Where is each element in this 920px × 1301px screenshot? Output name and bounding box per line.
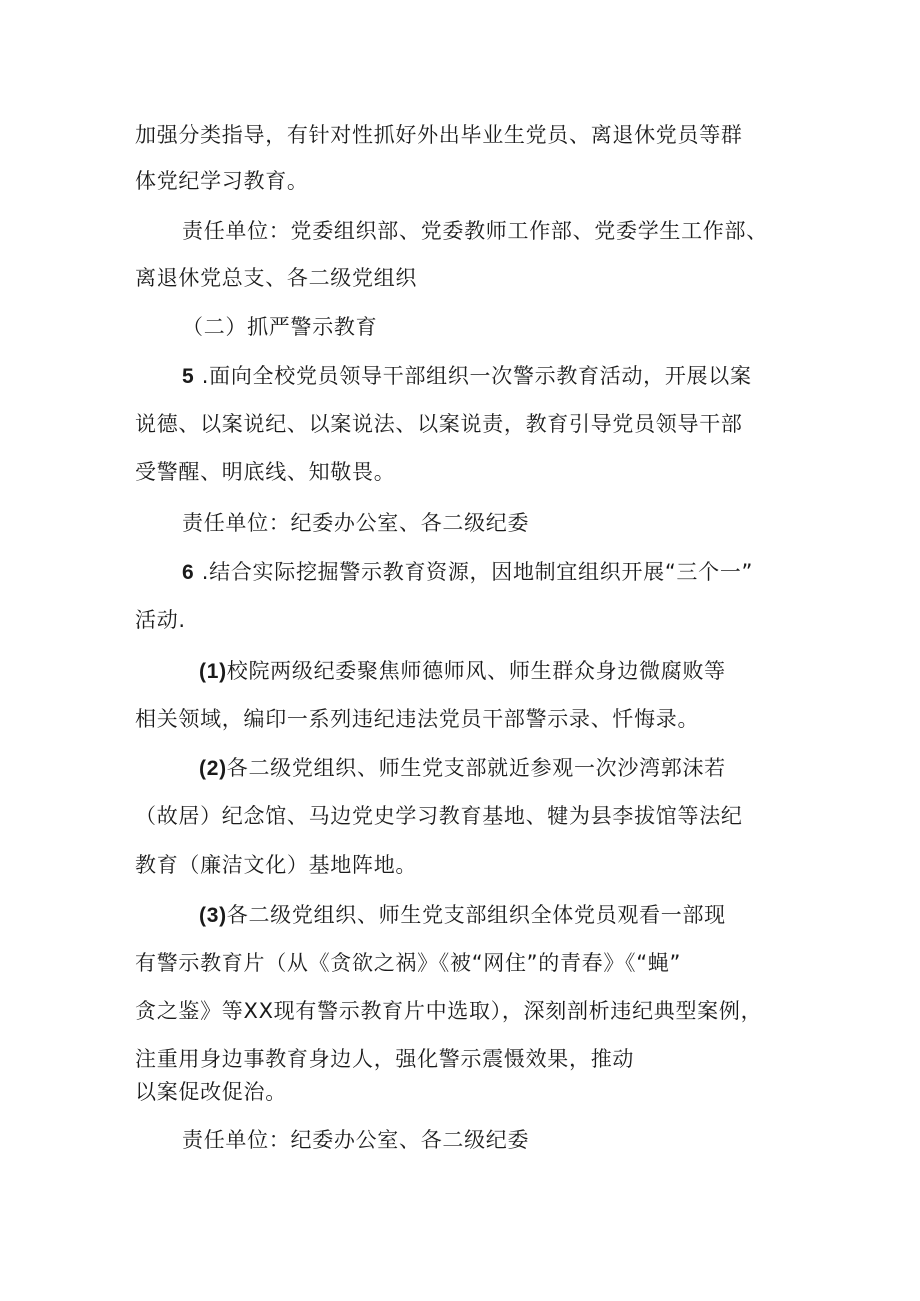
body-text-line: 活动. xyxy=(135,608,186,632)
responsibility-line: 责任单位：党委组织部、党委教师工作部、党委学生工作部、 xyxy=(182,219,768,243)
sub-item-number: (2) xyxy=(199,757,227,780)
body-text-line: 相关领域，编印一系列违纪违法党员干部警示录、忏悔录。 xyxy=(135,707,700,731)
body-text-line: 贪之鉴》等XX现有警示教育片中选取），深刻剖析违纪典型案例， xyxy=(135,999,763,1023)
sub-item-2 xyxy=(199,754,726,783)
item-number: 5 xyxy=(182,365,195,388)
body-text-line: 有警示教育片（从《贪欲之祸》《被“网住”的青春》《“蝇” xyxy=(135,951,682,975)
body-text-line: 教育（廉洁文化）基地阵地。 xyxy=(135,853,418,877)
responsibility-line: 责任单位：纪委办公室、各二级纪委 xyxy=(182,511,530,535)
section-heading: （二）抓严警示教育 xyxy=(182,315,378,339)
body-text-line: 各二级党组织、师生党支部组织全体党员观看一部现 xyxy=(226,903,726,927)
body-text-line: .结合实际挖掘警示教育资源，因地制宜组织开展“三个一” xyxy=(194,560,754,584)
body-text-line: 说德、以案说纪、以案说法、以案说责，教育引导党员领导干部 xyxy=(135,412,743,436)
body-text-line: 各二级党组织、师生党支部就近参观一次沙湾郭沫若 xyxy=(226,756,726,780)
body-text-line: 以案促改促治。 xyxy=(135,1080,287,1104)
sub-item-number: (3) xyxy=(199,904,227,927)
sub-item-number: (1) xyxy=(199,660,227,683)
body-text-line: 校院两级纪委聚焦师德师风、师生群众身边微腐败等 xyxy=(226,659,726,683)
body-text-line: 体党纪学习教育。 xyxy=(135,169,309,193)
body-text-line: 注重用身边事教育身边人，强化警示震慑效果，推动 xyxy=(135,1047,635,1071)
body-text-line: 加强分类指导，有针对性抓好外出毕业生党员、离退休党员等群 xyxy=(135,123,743,147)
body-text-line: （故居）纪念馆、马边党史学习教育基地、犍为县李拔馆等法纪 xyxy=(135,804,743,828)
item-number: 6 xyxy=(182,561,195,584)
responsibility-line: 离退休党总支、各二级党组织 xyxy=(135,266,418,290)
numbered-item-5 xyxy=(182,362,752,391)
numbered-item-6 xyxy=(182,558,753,587)
body-text-line: 受警醒、明底线、知敬畏。 xyxy=(135,460,396,484)
responsibility-line: 责任单位：纪委办公室、各二级纪委 xyxy=(182,1128,530,1152)
sub-item-1 xyxy=(199,657,726,686)
sub-item-3 xyxy=(199,901,726,930)
body-text-line: .面向全校党员领导干部组织一次警示教育活动，开展以案 xyxy=(194,364,752,388)
